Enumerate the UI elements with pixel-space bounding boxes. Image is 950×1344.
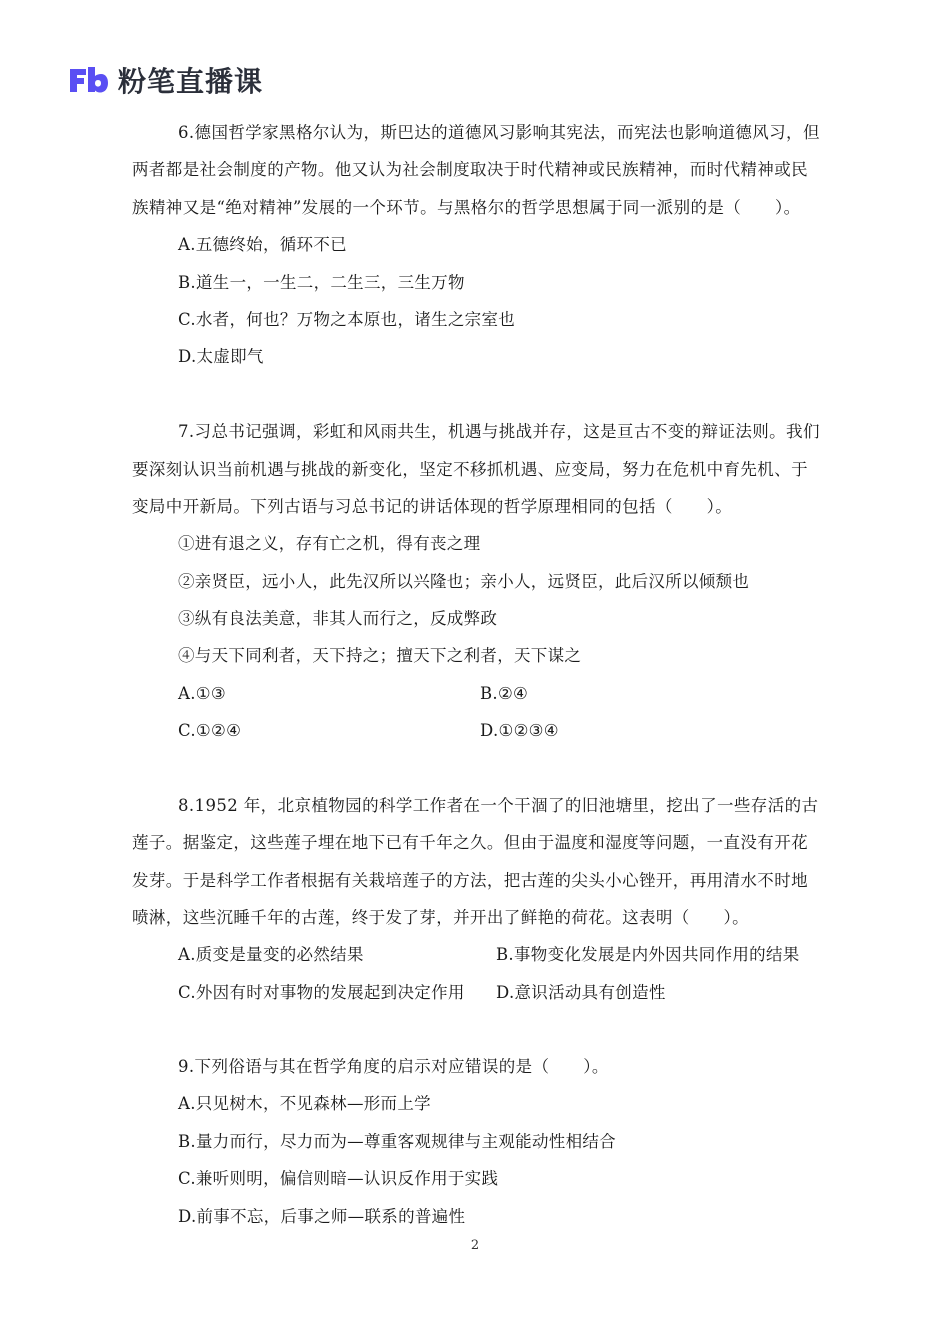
question-8-option-c: C.外因有时对事物的发展起到决定作用 <box>178 983 465 1002</box>
question-8-stem-line-1: 8.1952 年，北京植物园的科学工作者在一个干涸了的旧池塘里，挖出了一些存活的古 <box>178 796 819 815</box>
page-number: 2 <box>470 1238 480 1253</box>
question-8-option-d: D.意识活动具有创造性 <box>496 983 666 1002</box>
question-7-option-c: C.①②④ <box>178 721 242 740</box>
question-6-stem-line-2: 两者都是社会制度的产物。他又认为社会制度取决于时代精神或民族精神，而时代精神或民 <box>132 160 808 179</box>
header-logo <box>68 62 263 98</box>
question-7-stem-line-1: 7.习总书记强调，彩虹和风雨共生，机遇与挑战并存，这是亘古不变的辩证法则。我们 <box>178 422 820 441</box>
question-7-statement-2: ②亲贤臣，远小人，此先汉所以兴隆也；亲小人，远贤臣，此后汉所以倾颓也 <box>178 572 750 591</box>
question-8-option-a: A.质变是量变的必然结果 <box>178 945 364 964</box>
question-9-option-a: A.只见树木，不见森林—形而上学 <box>178 1094 431 1113</box>
question-9-option-b: B.量力而行，尽力而为—尊重客观规律与主观能动性相结合 <box>178 1132 616 1151</box>
question-7-option-b: B.②④ <box>480 684 529 703</box>
question-7-statement-3: ③纵有良法美意，非其人而行之，反成弊政 <box>178 609 498 628</box>
question-7-statement-1: ①进有退之义，存有亡之机，得有丧之理 <box>178 534 481 553</box>
question-6-option-c: C.水者，何也？万物之本原也，诸生之宗室也 <box>178 310 516 329</box>
question-6-stem-line-3: 族精神又是“绝对精神”发展的一个环节。与黑格尔的哲学思想属于同一派别的是（ ）。 <box>132 198 801 217</box>
question-8-option-b: B.事物变化发展是内外因共同作用的结果 <box>496 945 800 964</box>
question-8-stem-line-2: 莲子。据鉴定，这些莲子埋在地下已有千年之久。但由于温度和湿度等问题，一直没有开花 <box>132 833 808 852</box>
question-7-stem-line-3: 变局中开新局。下列古语与习总书记的讲话体现的哲学原理相同的包括（ ）。 <box>132 497 733 516</box>
question-6-option-d: D.太虚即气 <box>178 347 264 366</box>
question-8-stem-line-3: 发芽。于是科学工作者根据有关栽培莲子的方法，把古莲的尖头小心锉开，再用清水不时地 <box>132 871 808 890</box>
question-6-stem-line-1: 6.德国哲学家黑格尔认为，斯巴达的道德风习影响其宪法，而宪法也影响道德风习，但 <box>178 123 820 142</box>
question-7-option-a: A.①③ <box>178 684 226 703</box>
question-9-option-c: C.兼听则明，偏信则暗—认识反作用于实践 <box>178 1169 499 1188</box>
question-9-option-d: D.前事不忘，后事之师—联系的普遍性 <box>178 1207 466 1226</box>
brand-title: 粉笔直播课 <box>118 65 264 98</box>
question-8-stem-line-4: 喷淋，这些沉睡千年的古莲，终于发了芽，并开出了鲜艳的荷花。这表明（ ）。 <box>132 908 750 927</box>
question-6-option-b: B.道生一，一生二，二生三，三生万物 <box>178 273 465 292</box>
question-7-stem-line-2: 要深刻认识当前机遇与挑战的新变化，坚定不移抓机遇、应变局，努力在危机中育先机、于 <box>132 460 808 479</box>
question-6-option-a: A.五德终始，循环不已 <box>178 235 347 254</box>
question-7-option-d: D.①②③④ <box>480 721 559 740</box>
question-7-statement-4: ④与天下同利者，天下持之；擅天下之利者，天下谋之 <box>178 646 582 665</box>
question-9-stem-line-1: 9.下列俗语与其在哲学角度的启示对应错误的是（ ）。 <box>178 1057 609 1076</box>
fenbi-fb-logo-icon <box>68 65 108 95</box>
